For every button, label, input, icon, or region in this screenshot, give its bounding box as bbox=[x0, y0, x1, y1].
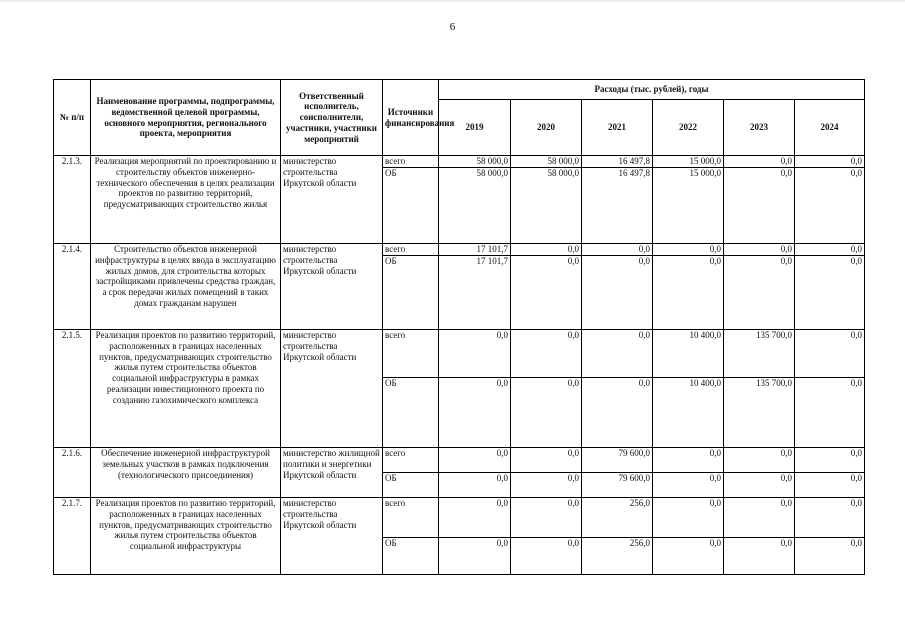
expense-value: 0,0 bbox=[653, 256, 724, 330]
expense-value: 0,0 bbox=[511, 330, 582, 378]
funding-source: ОБ bbox=[383, 538, 439, 575]
expense-value: 79 600,0 bbox=[582, 448, 653, 473]
funding-source: ОБ bbox=[383, 378, 439, 448]
expense-value: 0,0 bbox=[582, 244, 653, 256]
expense-value: 0,0 bbox=[724, 538, 795, 575]
header-source: Источники финансирования bbox=[383, 80, 439, 156]
expense-value: 0,0 bbox=[511, 538, 582, 575]
expense-value: 10 400,0 bbox=[653, 378, 724, 448]
funding-source: всего bbox=[383, 330, 439, 378]
table-row bbox=[54, 156, 865, 168]
expense-value: 0,0 bbox=[795, 168, 865, 244]
expense-value: 0,0 bbox=[439, 448, 511, 473]
expense-value: 0,0 bbox=[511, 473, 582, 498]
row-number: 2.1.7. bbox=[54, 498, 91, 575]
expense-value: 0,0 bbox=[511, 498, 582, 538]
expense-value: 0,0 bbox=[653, 538, 724, 575]
expense-value: 15 000,0 bbox=[653, 168, 724, 244]
expense-value: 0,0 bbox=[439, 538, 511, 575]
expense-value: 0,0 bbox=[653, 244, 724, 256]
expense-value: 0,0 bbox=[439, 473, 511, 498]
expense-value: 0,0 bbox=[795, 244, 865, 256]
expense-value: 0,0 bbox=[582, 378, 653, 448]
funding-source: ОБ bbox=[383, 473, 439, 498]
header-year: 2020 bbox=[511, 100, 582, 156]
responsible-executor: министерство строительства Иркутской области bbox=[281, 330, 383, 448]
expense-value: 0,0 bbox=[795, 156, 865, 168]
header-year: 2019 bbox=[439, 100, 511, 156]
header-responsible: Ответственный исполнитель, соисполнители, участники, участники мероприятий bbox=[281, 80, 383, 156]
expense-value: 0,0 bbox=[653, 473, 724, 498]
header-num: № п/п bbox=[54, 80, 91, 156]
header-expenses: Расходы (тыс. рублей), годы bbox=[439, 80, 865, 100]
expense-value: 256,0 bbox=[582, 498, 653, 538]
funding-source: всего bbox=[383, 448, 439, 473]
expense-value: 0,0 bbox=[795, 378, 865, 448]
expense-value: 0,0 bbox=[511, 244, 582, 256]
budget-table bbox=[53, 79, 865, 575]
expense-value: 79 600,0 bbox=[582, 473, 653, 498]
funding-source: ОБ bbox=[383, 256, 439, 330]
expense-value: 0,0 bbox=[724, 168, 795, 244]
expense-value: 0,0 bbox=[795, 256, 865, 330]
activity-name: Реализация проектов по развитию территорий, расположенных в границах населенных пунктов, предусматривающих строительство жилья путем строительства объектов социальной инфраструктуры в рамках реализации инвестиционного проекта по созданию газохимического комплекса bbox=[91, 330, 281, 448]
expense-value: 0,0 bbox=[724, 498, 795, 538]
funding-source: ОБ bbox=[383, 168, 439, 244]
expense-value: 0,0 bbox=[724, 156, 795, 168]
expense-value: 0,0 bbox=[795, 448, 865, 473]
expense-value: 0,0 bbox=[582, 330, 653, 378]
expense-value: 17 101,7 bbox=[439, 256, 511, 330]
expense-value: 0,0 bbox=[511, 256, 582, 330]
responsible-executor: министерство строительства Иркутской области bbox=[281, 156, 383, 244]
expense-value: 17 101,7 bbox=[439, 244, 511, 256]
expense-value: 16 497,8 bbox=[582, 168, 653, 244]
table-row bbox=[54, 448, 865, 473]
expense-value: 0,0 bbox=[724, 244, 795, 256]
activity-name: Строительство объектов инженерной инфраструктуры в целях ввода в эксплуатацию жилых домов, для строительства которых застройщиками привлечены средства граждан, а срок передачи жилых помещений в таких домах гражданам нарушен bbox=[91, 244, 281, 330]
expense-value: 0,0 bbox=[795, 498, 865, 538]
responsible-executor: министерство строительства Иркутской области bbox=[281, 244, 383, 330]
table-header bbox=[54, 80, 865, 156]
header-year: 2021 bbox=[582, 100, 653, 156]
expense-value: 58 000,0 bbox=[439, 168, 511, 244]
expense-value: 0,0 bbox=[724, 473, 795, 498]
table-body bbox=[54, 156, 865, 575]
expense-value: 135 700,0 bbox=[724, 330, 795, 378]
expense-value: 0,0 bbox=[795, 538, 865, 575]
expense-value: 0,0 bbox=[511, 448, 582, 473]
activity-name: Реализация проектов по развитию территорий, расположенных в границах населенных пунктов, предусматривающих строительство жилья путем строительства объектов социальной инфраструктуры bbox=[91, 498, 281, 575]
expense-value: 0,0 bbox=[795, 473, 865, 498]
expense-value: 0,0 bbox=[582, 256, 653, 330]
header-name: Наименование программы, подпрограммы, ведомственной целевой программы, основного мероприятия, регионального проекта, мероприятия bbox=[91, 80, 281, 156]
expense-value: 256,0 bbox=[582, 538, 653, 575]
table-row bbox=[54, 244, 865, 256]
funding-source: всего bbox=[383, 156, 439, 168]
expense-value: 16 497,8 bbox=[582, 156, 653, 168]
expense-value: 0,0 bbox=[795, 330, 865, 378]
expense-value: 0,0 bbox=[439, 330, 511, 378]
expense-value: 135 700,0 bbox=[724, 378, 795, 448]
funding-source: всего bbox=[383, 498, 439, 538]
expense-value: 0,0 bbox=[439, 378, 511, 448]
expense-value: 0,0 bbox=[511, 378, 582, 448]
table-row bbox=[54, 330, 865, 378]
header-year: 2022 bbox=[653, 100, 724, 156]
row-number: 2.1.5. bbox=[54, 330, 91, 448]
responsible-executor: министерство строительства Иркутской области bbox=[281, 498, 383, 575]
funding-source: всего bbox=[383, 244, 439, 256]
row-number: 2.1.4. bbox=[54, 244, 91, 330]
expense-value: 15 000,0 bbox=[653, 156, 724, 168]
activity-name: Реализация мероприятий по проектированию и строительству объектов инженерно-технического обеспечения в целях реализации проектов по развитию территорий, предусматривающих строительство жилья bbox=[91, 156, 281, 244]
expense-value: 58 000,0 bbox=[439, 156, 511, 168]
expense-value: 0,0 bbox=[653, 498, 724, 538]
expense-value: 58 000,0 bbox=[511, 156, 582, 168]
expense-value: 58 000,0 bbox=[511, 168, 582, 244]
expense-value: 0,0 bbox=[653, 448, 724, 473]
header-year: 2024 bbox=[795, 100, 865, 156]
row-number: 2.1.6. bbox=[54, 448, 91, 498]
table-row bbox=[54, 498, 865, 538]
scan-edge bbox=[0, 0, 905, 3]
activity-name: Обеспечение инженерной инфраструктурой земельных участков в рамках подключения (технологического присоединения) bbox=[91, 448, 281, 498]
page-number: 6 bbox=[449, 21, 456, 33]
responsible-executor: министерство жилищной политики и энергетики Иркутской области bbox=[281, 448, 383, 498]
expense-value: 10 400,0 bbox=[653, 330, 724, 378]
expense-value: 0,0 bbox=[724, 256, 795, 330]
row-number: 2.1.3. bbox=[54, 156, 91, 244]
expense-value: 0,0 bbox=[724, 448, 795, 473]
header-year: 2023 bbox=[724, 100, 795, 156]
expense-value: 0,0 bbox=[439, 498, 511, 538]
